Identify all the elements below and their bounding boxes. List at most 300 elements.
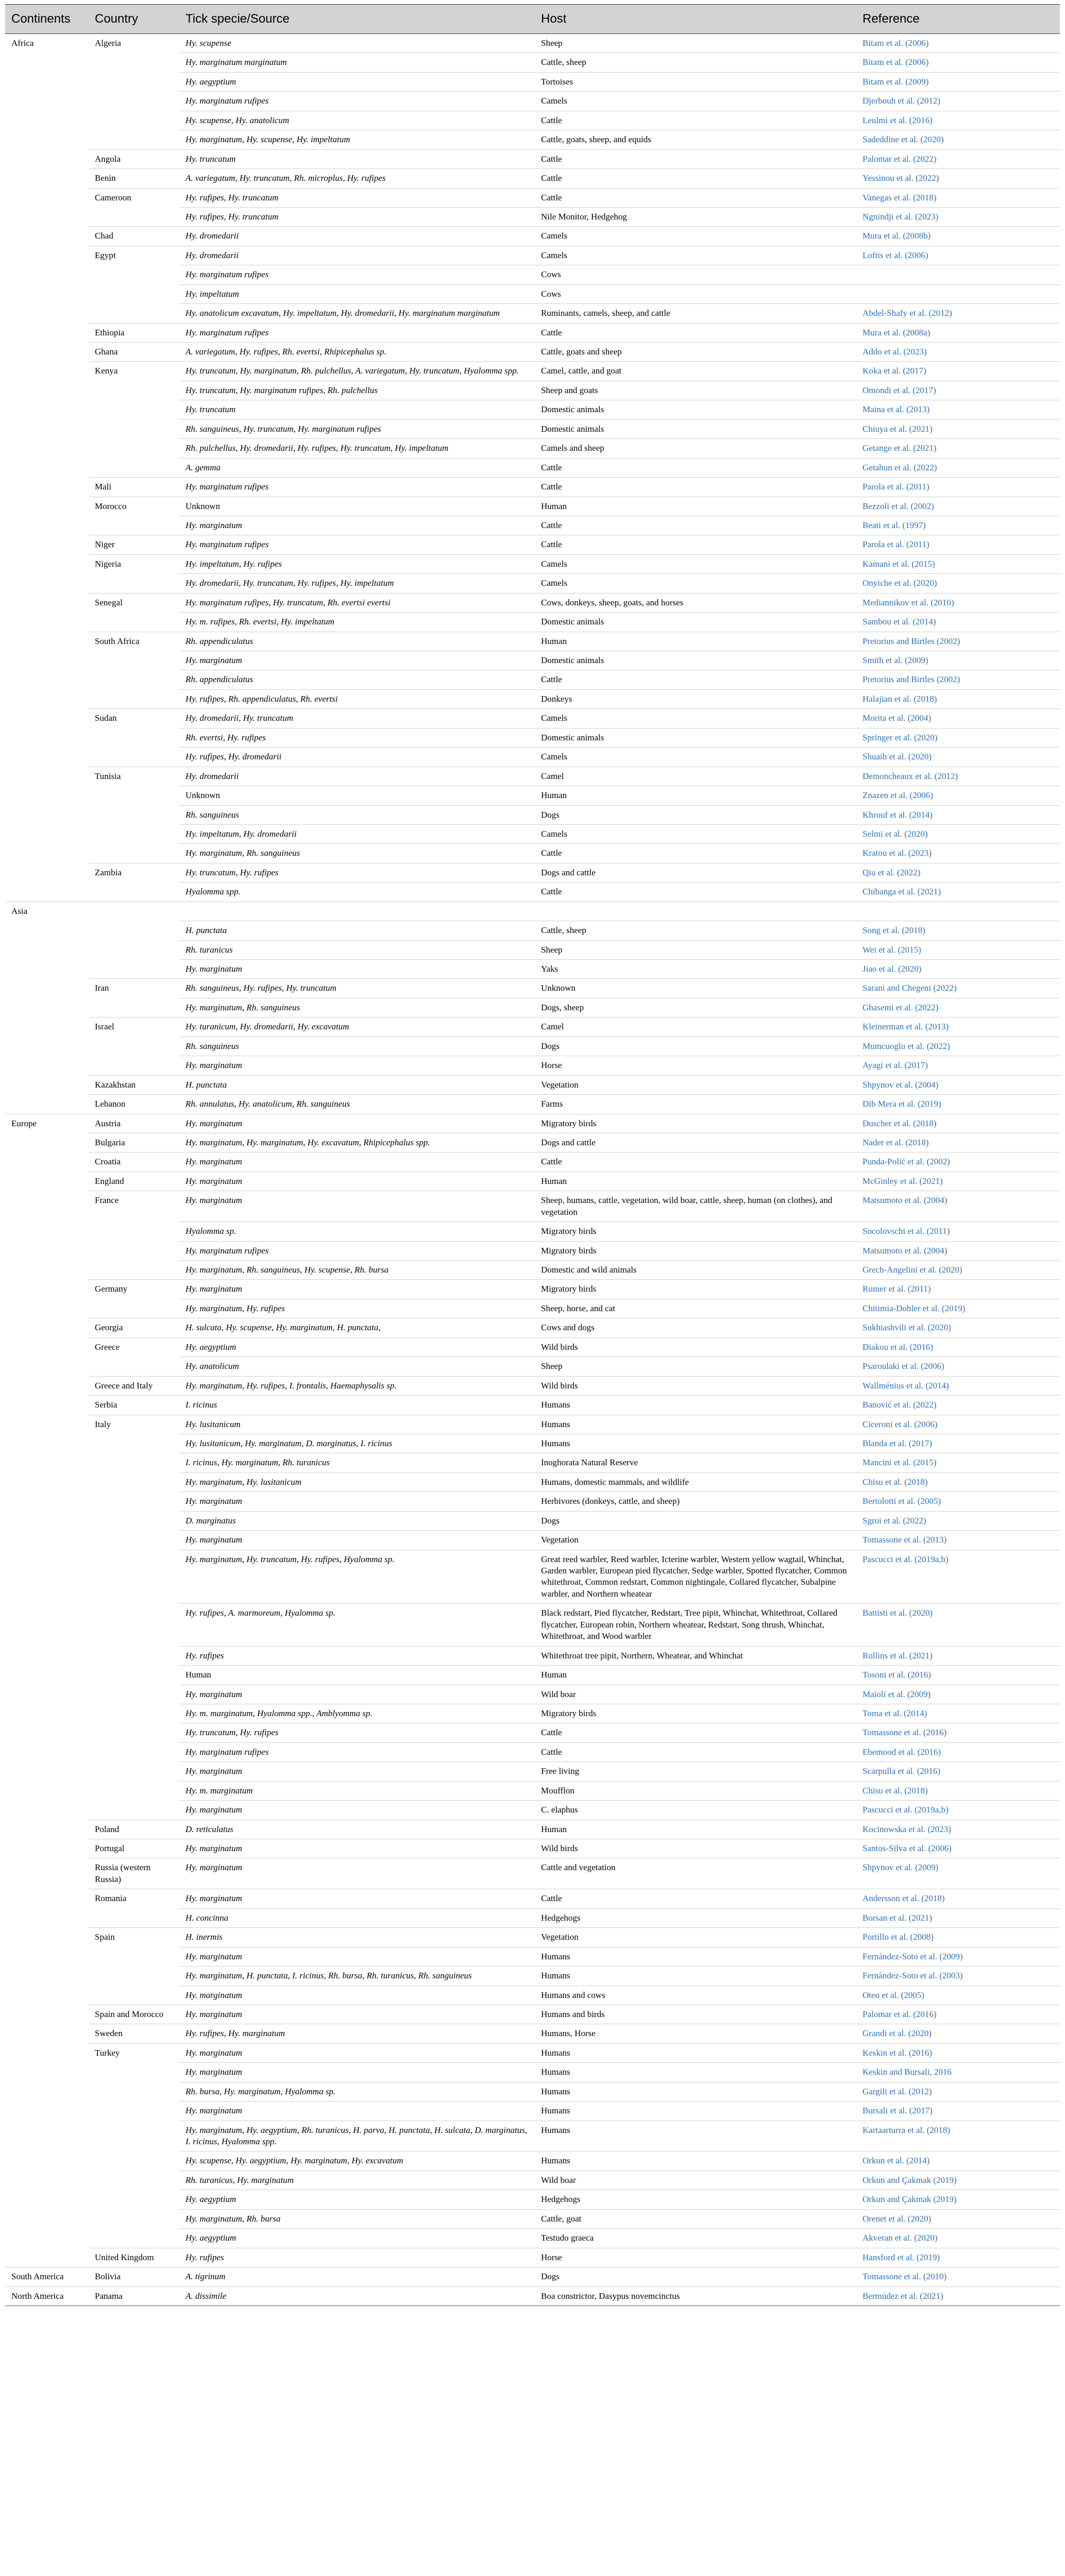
country-cell: Ethiopia (89, 323, 179, 342)
reference-link[interactable]: Hansford et al. (2019) (863, 2252, 940, 2262)
tick-species-cell: Hy. marginatum rufipes (179, 1742, 535, 1761)
host-cell (535, 902, 856, 921)
reference-link[interactable]: Wallménius et al. (2014) (863, 1380, 949, 1391)
table-row (5, 458, 1060, 477)
reference-link[interactable]: Getahun et al. (2022) (863, 462, 937, 472)
tick-species-cell: A. dissimile (179, 2286, 535, 2306)
country-cell: Algeria (89, 34, 179, 53)
table-row (5, 400, 1060, 419)
reference-link[interactable]: Ayagi et al. (2017) (863, 1060, 928, 1071)
reference-link[interactable]: Orkun et al. (2014) (863, 2156, 930, 2166)
reference-link[interactable]: Leulmi et al. (2016) (863, 115, 933, 125)
table-row (5, 111, 1060, 130)
table-row (5, 1742, 1060, 1761)
reference-cell (856, 188, 1060, 207)
country-cell: Bolivia (89, 2267, 179, 2286)
reference-link[interactable]: Pretorius and Birtles (2002) (863, 674, 960, 685)
tick-species-cell: Hy. dromedarii, Hy. truncatum (179, 709, 535, 728)
reference-cell (856, 2043, 1060, 2062)
reference-link[interactable]: Omondi et al. (2017) (863, 385, 936, 395)
host-cell: Cows and dogs (535, 1318, 856, 1337)
country-cell (89, 940, 179, 959)
reference-link[interactable]: Oteo et al. (2005) (863, 1990, 924, 2000)
reference-link[interactable]: Mancini et al. (2015) (863, 1458, 937, 1468)
reference-link[interactable]: Bezzoli et al. (2002) (863, 501, 934, 511)
reference-cell (856, 2286, 1060, 2306)
table-row (5, 979, 1060, 998)
host-cell: Domestic animals (535, 400, 856, 419)
host-cell: Cattle (535, 844, 856, 863)
continent-cell (5, 400, 89, 419)
reference-link[interactable]: Koka et al. (2017) (863, 366, 926, 376)
header-tick-species: Tick specie/Source (179, 5, 535, 34)
reference-cell (856, 979, 1060, 998)
table-row (5, 72, 1060, 91)
reference-link[interactable]: Znazen et al. (2006) (863, 790, 933, 801)
continent-cell (5, 940, 89, 959)
tick-species-cell: Hy. impeltatum (179, 284, 535, 303)
country-cell (89, 2190, 179, 2209)
reference-link[interactable]: Chiuya et al. (2021) (863, 423, 933, 434)
reference-link[interactable]: Rollins et al. (2021) (863, 1650, 933, 1660)
continent-cell (5, 554, 89, 573)
tick-species-cell: Rh. pulchellus, Hy. dromedarii, Hy. rufipes, Hy. truncatum, Hy. impeltatum (179, 439, 535, 458)
reference-cell (856, 1801, 1060, 1820)
table-row (5, 1492, 1060, 1511)
reference-link[interactable]: Beati et al. (1997) (863, 520, 926, 530)
reference-link[interactable]: Palomar et al. (2016) (863, 2009, 937, 2019)
reference-cell (856, 2229, 1060, 2248)
reference-cell (856, 998, 1060, 1017)
tick-species-cell: Hy. marginatum (179, 651, 535, 670)
host-cell: Camels (535, 554, 856, 573)
continent-cell (5, 1928, 89, 1947)
reference-cell (856, 960, 1060, 979)
reference-link[interactable]: Abdel-Shafy et al. (2012) (863, 308, 952, 318)
reference-link[interactable]: Pascucci et al. (2019a,b) (863, 1554, 949, 1564)
table-row (5, 1396, 1060, 1415)
reference-link[interactable]: Mediannikov et al. (2010) (863, 597, 954, 607)
reference-link[interactable]: Kleinerman et al. (2013) (863, 1022, 949, 1032)
reference-link[interactable]: Tomassone et al. (2016) (863, 1727, 947, 1738)
continent-cell: North America (5, 2286, 89, 2306)
reference-cell (856, 593, 1060, 612)
reference-cell (856, 1742, 1060, 1761)
continent-cell (5, 535, 89, 554)
country-cell: Germany (89, 1280, 179, 1299)
host-cell: Cattle (535, 883, 856, 902)
reference-link[interactable]: Sadeddine et al. (2020) (863, 134, 944, 145)
reference-link[interactable]: Grech-Angelini et al. (2020) (863, 1265, 962, 1275)
rickettsia-tick-table (5, 4, 1060, 2306)
reference-cell (856, 1434, 1060, 1453)
continent-cell (5, 207, 89, 226)
tick-species-cell: Hy. marginatum (179, 1172, 535, 1191)
reference-link[interactable]: Wei et al. (2015) (863, 944, 921, 955)
host-cell: Cattle (535, 516, 856, 535)
host-cell: Camels and sheep (535, 439, 856, 458)
reference-link[interactable]: Chisu et al. (2018) (863, 1785, 928, 1795)
reference-link[interactable]: Chisu et al. (2018) (863, 1477, 928, 1487)
reference-link[interactable]: Halajian et al. (2018) (863, 693, 937, 704)
reference-link[interactable]: Kartaarturra et al. (2018) (863, 2125, 950, 2135)
tick-species-cell: Rh. sanguineus, Hy. rufipes, Hy. truncatum (179, 979, 535, 998)
reference-link[interactable]: Mura et al. (2008a) (863, 327, 931, 337)
tick-species-cell: Rh. evertsi, Hy. rufipes (179, 728, 535, 747)
country-cell: Egypt (89, 246, 179, 265)
host-cell: Migratory birds (535, 1280, 856, 1299)
country-cell: Russia (western Russia) (89, 1858, 179, 1889)
host-cell: Domestic and wild animals (535, 1261, 856, 1280)
table-header (5, 5, 1060, 34)
host-cell: Great reed warbler, Reed warbler, Icterine warbler, Western yellow wagtail, Whinchat, Garden warbler, European pied flycatcher, Sedge warbler, Spotted flycatcher, Common whitethroat, Common redstart, Common nightingale, Collared flycatcher, Subalpine warbler, and Northern wheatear (535, 1550, 856, 1604)
reference-link[interactable]: Tomassone et al. (2010) (863, 2272, 947, 2282)
reference-link[interactable]: Pretorius and Birtles (2002) (863, 636, 960, 646)
reference-link[interactable]: Akveran et al. (2020) (863, 2233, 938, 2243)
host-cell: Camel (535, 1018, 856, 1037)
country-cell: Israel (89, 1018, 179, 1037)
host-cell: Dogs (535, 805, 856, 824)
country-cell: Croatia (89, 1153, 179, 1172)
table-row (5, 2171, 1060, 2190)
header-host: Host (535, 5, 856, 34)
continent-cell (5, 1095, 89, 1114)
tick-species-cell: Hy. marginatum rufipes (179, 323, 535, 342)
continent-cell (5, 419, 89, 438)
host-cell: Dogs, sheep (535, 998, 856, 1017)
country-cell (89, 844, 179, 863)
continent-cell (5, 728, 89, 747)
reference-link[interactable]: Chibanga et al. (2021) (863, 887, 941, 897)
reference-link[interactable]: Vanegas et al. (2018) (863, 192, 937, 202)
reference-link[interactable]: Bursali et al. (2017) (863, 2106, 933, 2116)
tick-species-cell: Hy. rufipes, Hy. truncatum (179, 188, 535, 207)
reference-link[interactable]: Maina et al. (2013) (863, 404, 930, 415)
header-country: Country (89, 5, 179, 34)
reference-link[interactable]: Santos-Silva et al. (2006) (863, 1843, 952, 1853)
reference-cell (856, 2151, 1060, 2171)
host-cell: Hedgehogs (535, 1908, 856, 1927)
continent-cell (5, 2151, 89, 2171)
reference-link[interactable]: Fernández-Soto et al. (2003) (863, 1971, 963, 1981)
host-cell: Cattle (535, 478, 856, 497)
reference-link[interactable]: Morita et al. (2004) (863, 713, 932, 723)
tick-species-cell: A. gemma (179, 458, 535, 477)
reference-link[interactable]: Palomar et al. (2022) (863, 154, 937, 164)
reference-link[interactable]: Sarani and Chegeni (2022) (863, 983, 957, 993)
continent-cell (5, 1172, 89, 1191)
tick-species-cell: Hyalomma spp. (179, 883, 535, 902)
table-row (5, 53, 1060, 72)
country-cell: Angola (89, 149, 179, 168)
reference-link[interactable]: Jiao et al. (2020) (863, 964, 922, 974)
reference-link[interactable]: Springer et al. (2020) (863, 732, 938, 742)
continent-cell (5, 1434, 89, 1453)
tick-species-cell (179, 902, 535, 921)
tick-species-cell: Hy. marginatum rufipes (179, 478, 535, 497)
host-cell: Hedgehogs (535, 2190, 856, 2209)
continent-cell (5, 1261, 89, 1280)
table-row (5, 1947, 1060, 1966)
country-cell (89, 2171, 179, 2190)
continent-cell (5, 1742, 89, 1761)
tick-species-cell: Hy. scupense (179, 34, 535, 53)
table-row (5, 2082, 1060, 2101)
host-cell: Dogs (535, 1037, 856, 1056)
reference-link[interactable]: Loftis et al. (2006) (863, 250, 928, 260)
host-cell: Humans and birds (535, 2005, 856, 2024)
table-row (5, 613, 1060, 632)
reference-link[interactable]: Kamani et al. (2015) (863, 558, 935, 569)
tick-species-cell: Hy. marginatum (179, 1947, 535, 1966)
table-row (5, 130, 1060, 149)
reference-link[interactable]: Demoncheaux et al. (2012) (863, 771, 958, 781)
reference-link[interactable]: Ebemood et al. (2016) (863, 1747, 941, 1757)
country-cell (89, 2102, 179, 2121)
reference-link[interactable]: Banović et al. (2022) (863, 1400, 937, 1410)
host-cell: Sheep and goats (535, 381, 856, 400)
reference-cell (856, 1704, 1060, 1723)
reference-link[interactable]: Ciceroni et al. (2006) (863, 1419, 938, 1429)
tick-species-cell: Rh. sanguineus (179, 1037, 535, 1056)
host-cell: Camels (535, 227, 856, 246)
table-row (5, 2005, 1060, 2024)
reference-link[interactable]: Keskin et al. (2016) (863, 2047, 933, 2058)
continent-cell (5, 1889, 89, 1908)
reference-link[interactable]: Addo et al. (2023) (863, 347, 927, 357)
reference-link[interactable]: Duscher et al. (2018) (863, 1118, 937, 1128)
table-row (5, 689, 1060, 708)
reference-link[interactable]: Sukhiashvili et al. (2020) (863, 1323, 951, 1333)
country-cell (89, 2121, 179, 2151)
reference-cell (856, 1453, 1060, 1472)
country-cell: Austria (89, 1114, 179, 1133)
table-row (5, 381, 1060, 400)
table-row (5, 1858, 1060, 1889)
reference-link[interactable]: Battisti et al. (2020) (863, 1608, 933, 1618)
host-cell: Cattle (535, 670, 856, 689)
reference-link[interactable]: Bermúdez et al. (2021) (863, 2291, 943, 2301)
country-cell: Mali (89, 478, 179, 497)
host-cell: Migratory birds (535, 1222, 856, 1241)
table-row (5, 1820, 1060, 1839)
reference-link[interactable]: Maioli et al. (2009) (863, 1689, 931, 1699)
reference-link[interactable]: Shpynov et al. (2004) (863, 1079, 939, 1090)
table-body (5, 34, 1060, 2306)
host-cell: Humans (535, 1967, 856, 1986)
country-cell: Morocco (89, 497, 179, 516)
table-row (5, 709, 1060, 728)
reference-link[interactable]: Matsumoto et al. (2004) (863, 1245, 948, 1256)
reference-cell (856, 362, 1060, 381)
reference-link[interactable]: Getange et al. (2021) (863, 443, 937, 453)
country-cell (89, 670, 179, 689)
table-row (5, 1723, 1060, 1742)
reference-link[interactable]: Bitam et al. (2006) (863, 57, 929, 67)
continent-cell (5, 304, 89, 323)
continent-cell (5, 284, 89, 303)
reference-link[interactable]: Socolovschi et al. (2011) (863, 1226, 950, 1236)
host-cell: Cattle, goats and sheep (535, 343, 856, 362)
tick-species-cell: Rh. turanicus, Hy. marginatum (179, 2171, 535, 2190)
reference-link[interactable]: Diakou et al. (2016) (863, 1342, 933, 1352)
reference-link[interactable]: Bitam et al. (2006) (863, 38, 929, 48)
continent-cell (5, 323, 89, 342)
table-row (5, 1153, 1060, 1172)
country-cell: Italy (89, 1415, 179, 1434)
continent-cell (5, 92, 89, 111)
reference-link[interactable]: Yessinou et al. (2022) (863, 173, 939, 183)
continent-cell (5, 1704, 89, 1723)
reference-link[interactable]: Sambou et al. (2014) (863, 617, 936, 627)
reference-link[interactable]: Toma et al. (2014) (863, 1708, 927, 1718)
country-cell (89, 1241, 179, 1260)
reference-link[interactable]: Orenet et al. (2020) (863, 2213, 932, 2224)
reference-link[interactable]: Onyiche et al. (2020) (863, 578, 937, 588)
continent-cell (5, 574, 89, 593)
continent-cell (5, 246, 89, 265)
reference-link[interactable]: McGinley et al. (2021) (863, 1176, 943, 1186)
host-cell: Domestic animals (535, 728, 856, 747)
reference-link[interactable]: Portillo et al. (2008) (863, 1932, 934, 1942)
table-row (5, 1037, 1060, 1056)
reference-link[interactable]: Shpynov et al. (2009) (863, 1862, 939, 1873)
continent-cell (5, 516, 89, 535)
reference-cell (856, 748, 1060, 767)
reference-link[interactable]: Rumer et al. (2011) (863, 1284, 931, 1294)
country-cell (89, 1801, 179, 1820)
reference-cell (856, 1222, 1060, 1241)
reference-cell (856, 1666, 1060, 1685)
host-cell: Humans (535, 2063, 856, 2082)
reference-link[interactable]: Mumcuoglu et al. (2022) (863, 1041, 950, 1051)
tick-species-cell: Hy. anatolicum (179, 1357, 535, 1376)
tick-species-cell: Hy. dromedarii (179, 246, 535, 265)
table-row (5, 362, 1060, 381)
table-row (5, 1646, 1060, 1665)
tick-species-cell: Hy. scupense, Hy. aegyptium, Hy. marginatum, Hy. excavatum (179, 2151, 535, 2171)
table-row (5, 149, 1060, 168)
reference-link[interactable]: Kratou et al. (2023) (863, 848, 932, 858)
reference-cell (856, 246, 1060, 265)
reference-link[interactable]: Bitam et al. (2009) (863, 76, 929, 87)
reference-link[interactable]: Ghasemi et al. (2022) (863, 1002, 939, 1012)
reference-link[interactable]: Khrouf et al. (2014) (863, 809, 933, 820)
reference-link[interactable]: Parola et al. (2011) (863, 539, 929, 550)
reference-link[interactable]: Fernández-Soto et al. (2009) (863, 1951, 963, 1961)
reference-link[interactable]: Orkun and Çakmak (2019) (863, 2194, 957, 2205)
reference-cell (856, 2024, 1060, 2043)
reference-link[interactable]: Nader et al. (2018) (863, 1137, 929, 1147)
tick-species-cell: Hy. marginatum, Rh. sanguineus (179, 844, 535, 863)
reference-link[interactable]: Chitimia-Dobler et al. (2019) (863, 1303, 966, 1313)
reference-cell (856, 2082, 1060, 2101)
reference-cell (856, 613, 1060, 632)
reference-link[interactable]: Smith et al. (2009) (863, 655, 928, 665)
reference-link[interactable]: Tosoni et al. (2016) (863, 1670, 931, 1680)
reference-link[interactable]: Tomassone et al. (2013) (863, 1535, 947, 1545)
country-cell (89, 516, 179, 535)
continent-cell (5, 651, 89, 670)
continent-cell (5, 1415, 89, 1434)
tick-species-cell: Hyalomma sp. (179, 1222, 535, 1241)
host-cell: Sheep (535, 940, 856, 959)
reference-link[interactable]: Grandi et al. (2020) (863, 2028, 932, 2039)
reference-link[interactable]: Pascucci et al. (2019a,b) (863, 1805, 949, 1815)
reference-link[interactable]: Bertolotti et al. (2005) (863, 1496, 941, 1506)
table-row (5, 1095, 1060, 1114)
reference-link[interactable]: Selmi et al. (2020) (863, 828, 928, 839)
reference-link[interactable]: Keskin and Bursali, 2016 (863, 2067, 952, 2077)
country-cell: Spain and Morocco (89, 2005, 179, 2024)
reference-cell (856, 227, 1060, 246)
reference-link[interactable]: Scarpulla et al. (2016) (863, 1766, 941, 1776)
reference-link[interactable]: Ngnindji et al. (2023) (863, 211, 939, 222)
country-cell (89, 651, 179, 670)
table-row (5, 554, 1060, 573)
country-cell (89, 1299, 179, 1318)
host-cell: Camel, cattle, and goat (535, 362, 856, 381)
reference-link[interactable]: Psaroulaki et al. (2006) (863, 1361, 944, 1371)
reference-link[interactable]: Orkun and Çakmak (2019) (863, 2175, 957, 2185)
tick-species-cell: H. sulcata, Hy. scupense, Hy. marginatum, H. punctata, (179, 1318, 535, 1337)
continent-cell (5, 1337, 89, 1357)
host-cell: Horse (535, 1056, 856, 1075)
tick-species-cell: Hy. truncatum, Hy. marginatum rufipes, Rh. pulchellus (179, 381, 535, 400)
host-cell: Humans, Horse (535, 2024, 856, 2043)
reference-cell (856, 1967, 1060, 1986)
reference-link[interactable]: Kocinowska et al. (2023) (863, 1824, 951, 1834)
reference-link[interactable]: Parola et al. (2011) (863, 482, 929, 492)
tick-species-cell: Hy. marginatum, Hy. rufipes, I. frontalis, Haemaphysalis sp. (179, 1376, 535, 1395)
table-row (5, 805, 1060, 824)
reference-link[interactable]: Borsan et al. (2021) (863, 1912, 933, 1923)
continent-cell (5, 689, 89, 708)
country-cell (89, 728, 179, 747)
host-cell: Testudo graeca (535, 2229, 856, 2248)
reference-cell (856, 1376, 1060, 1395)
reference-link[interactable]: Blanda et al. (2017) (863, 1438, 933, 1448)
reference-cell (856, 2005, 1060, 2024)
tick-species-cell: Hy. dromedarii, Hy. truncatum, Hy. rufipes, Hy. impeltatum (179, 574, 535, 593)
reference-link[interactable]: Mura et al. (2008b) (863, 231, 931, 241)
reference-cell (856, 323, 1060, 342)
reference-link[interactable]: Qiu et al. (2022) (863, 867, 921, 877)
tick-species-cell: Hy. marginatum (179, 2063, 535, 2082)
host-cell: Boa constrictor, Dasypus novemcinctus (535, 2286, 856, 2306)
reference-link[interactable]: Djerbouh et al. (2012) (863, 96, 941, 106)
reference-link[interactable]: Andersson et al. (2018) (863, 1893, 945, 1904)
reference-link[interactable]: Punda-Polić et al. (2002) (863, 1157, 950, 1167)
reference-cell (856, 535, 1060, 554)
reference-link[interactable]: Gargili et al. (2012) (863, 2086, 932, 2096)
tick-species-cell: Hy. marginatum (179, 1492, 535, 1511)
reference-link[interactable]: Shuaib et al. (2020) (863, 752, 932, 762)
host-cell: Humans (535, 2043, 856, 2062)
reference-link[interactable]: Sgroi et al. (2022) (863, 1515, 926, 1526)
tick-species-cell: Hy. marginatum (179, 1280, 535, 1299)
host-cell: C. elaphus (535, 1801, 856, 1820)
country-cell (89, 1986, 179, 2005)
table-row (5, 516, 1060, 535)
country-cell (89, 130, 179, 149)
reference-link[interactable]: Matsumoto et al. (2004) (863, 1195, 948, 1206)
reference-link[interactable]: Song et al. (2018) (863, 925, 925, 936)
host-cell: Horse (535, 2248, 856, 2267)
reference-link[interactable]: Dib Mera et al. (2019) (863, 1099, 941, 1109)
table-row (5, 1133, 1060, 1152)
reference-cell (856, 844, 1060, 863)
